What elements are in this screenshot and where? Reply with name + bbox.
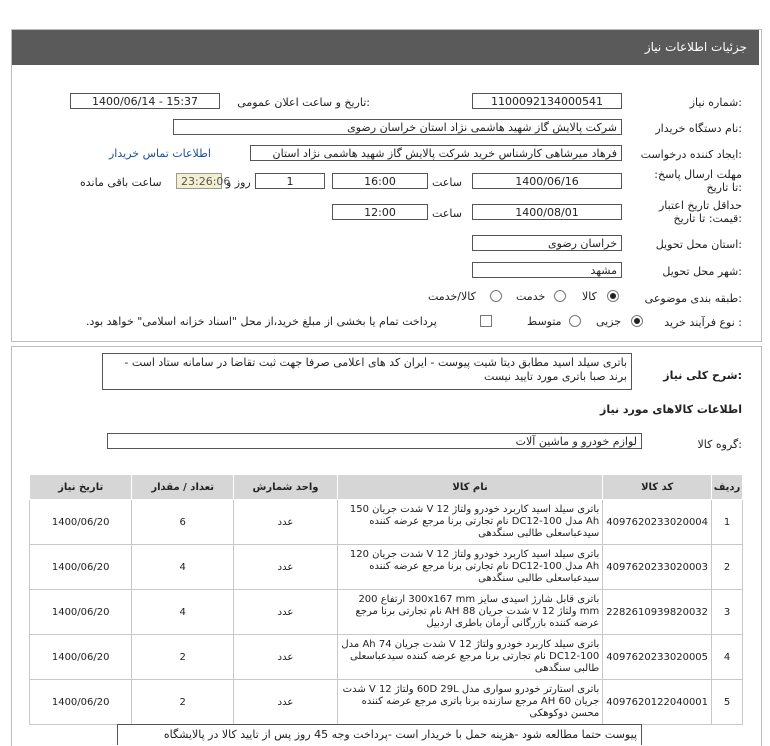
row-unit: عدد <box>234 635 338 680</box>
city-label: شهر محل تحویل: <box>662 265 742 278</box>
buyer-field: شرکت پالایش گاز شهید هاشمی نژاد استان خراسان رضوی <box>173 119 622 135</box>
table-row[interactable] <box>30 680 743 725</box>
remaining-time-field: 23:26:06 <box>176 173 222 189</box>
header-unit: واحد شمارش <box>234 475 338 500</box>
announce-date-label: تاریخ و ساعت اعلان عمومی: <box>237 96 370 109</box>
process-option-minor: جزیی <box>596 315 622 328</box>
category-option-goods-service: کالا/خدمت <box>428 290 476 303</box>
goods-info-title: اطلاعات کالاهای مورد نیاز <box>600 403 742 416</box>
reply-time-field: 16:00 <box>332 173 428 189</box>
header-code: کد کالا <box>603 475 712 500</box>
creator-label: ایجاد کننده درخواست: <box>640 148 742 161</box>
row-unit: عدد <box>234 500 338 545</box>
province-label: استان محل تحویل: <box>655 238 742 251</box>
row-index: 5 <box>712 680 743 725</box>
row-code: 4097620233020003 <box>603 545 712 590</box>
footer-note: پیوست حتما مطالعه شود -هزینه حمل با خریدار است -پرداخت وجه 45 روز پس از تایید کالا در پالایشگاه <box>117 724 642 745</box>
category-label: طبقه بندی موضوعی: <box>644 292 742 305</box>
row-name: باتری سیلد کاربرد خودرو ولتاژ 12 V شدت جریان 74 Ah مدل DC12-100 نام تجارتی برنا مرجع عرضه کننده سیدعباسعلی طالبی سنگدهی <box>337 635 602 680</box>
table-row[interactable] <box>30 590 743 635</box>
validity-time-field: 12:00 <box>332 204 428 220</box>
row-index: 1 <box>712 500 743 545</box>
header-index: ردیف <box>712 475 743 500</box>
treasury-checkbox[interactable] <box>480 315 492 327</box>
header-qty: تعداد / مقدار <box>132 475 234 500</box>
category-radio-goods-service[interactable] <box>490 290 502 302</box>
row-index: 4 <box>712 635 743 680</box>
need-number-field: 1100092134000541 <box>472 93 622 109</box>
goods-group-field: لوازم خودرو و ماشین آلات <box>107 433 642 449</box>
reply-deadline-label: مهلت ارسال پاسخ: تا تاریخ: <box>654 168 742 194</box>
row-qty: 2 <box>132 680 234 725</box>
validity-time-label: ساعت <box>432 207 462 220</box>
row-index: 3 <box>712 590 743 635</box>
reply-date-field: 1400/06/16 <box>472 173 622 189</box>
row-qty: 4 <box>132 545 234 590</box>
city-field: مشهد <box>472 262 622 278</box>
summary-label: شرح کلی نیاز: <box>663 369 742 382</box>
row-qty: 4 <box>132 590 234 635</box>
category-option-goods: کالا <box>582 290 597 303</box>
row-date: 1400/06/20 <box>30 590 132 635</box>
province-field: خراسان رضوی <box>472 235 622 251</box>
summary-text: باتری سیلد اسید مطابق دیتا شیت پیوست - ایران کد های اعلامی صرفا جهت ثبت تقاضا در سامانه ستاد است - برند صبا باتری مورد تایید نیست <box>102 353 632 390</box>
page-header <box>12 30 759 65</box>
row-qty: 2 <box>132 635 234 680</box>
creator-field: فرهاد میرشاهی کارشناس خرید شرکت پالایش گاز شهید هاشمی نژاد استان <box>250 145 622 161</box>
goods-group-label: گروه کالا: <box>697 438 742 451</box>
row-unit: عدد <box>234 680 338 725</box>
row-code: 4097620122040001 <box>603 680 712 725</box>
need-number-label: شماره نیاز: <box>689 96 742 109</box>
treasury-text: پرداخت تمام یا بخشی از مبلغ خرید،از محل "اسناد خزانه اسلامی" خواهد بود. <box>86 315 437 328</box>
days-remaining-field: 1 <box>255 173 325 189</box>
validity-label: حداقل تاریخ اعتبار قیمت: تا تاریخ: <box>658 199 742 225</box>
buyer-contact-link[interactable]: اطلاعات تماس خریدار <box>109 147 211 160</box>
row-index: 2 <box>712 545 743 590</box>
row-name: باتری سیلد اسید کاربرد خودرو ولتاژ 12 V شدت جریان 150 Ah مدل DC12-100 نام تجارتی برنا مرجع عرضه کننده سیدعباسعلی طالبی سنگدهی <box>337 500 602 545</box>
table-row[interactable] <box>30 545 743 590</box>
remaining-time-label: ساعت باقی مانده <box>80 176 162 189</box>
reply-time-label: ساعت <box>432 176 462 189</box>
row-unit: عدد <box>234 590 338 635</box>
row-code: 4097620233020005 <box>603 635 712 680</box>
process-option-medium: متوسط <box>527 315 562 328</box>
goods-table <box>29 474 743 725</box>
process-radio-medium[interactable] <box>569 315 581 327</box>
header-name: نام کالا <box>337 475 602 500</box>
process-radio-minor[interactable] <box>631 315 643 327</box>
table-header-row <box>30 475 743 500</box>
page-title: جزئیات اطلاعات نیاز <box>644 40 747 54</box>
category-radio-service[interactable] <box>554 290 566 302</box>
row-date: 1400/06/20 <box>30 500 132 545</box>
row-unit: عدد <box>234 545 338 590</box>
row-code: 4097620233020004 <box>603 500 712 545</box>
row-qty: 6 <box>132 500 234 545</box>
row-date: 1400/06/20 <box>30 545 132 590</box>
category-option-service: خدمت <box>516 290 546 303</box>
days-label: روز و <box>226 176 251 189</box>
row-name: باتری سیلد اسید کاربرد خودرو ولتاژ 12 V شدت جریان 120 Ah مدل DC12-100 نام تجارتی برنا مرجع عرضه کننده سیدعباسعلی طالبی سنگدهی <box>337 545 602 590</box>
process-label: نوع فرآیند خرید : <box>664 316 742 329</box>
row-code: 2282610939820032 <box>603 590 712 635</box>
row-name: باتری استارتر خودرو سواری مدل 60D 29L ولتاژ 12 V شدت جریان 60 AH مرجع سازنده برنا باتری مرجع عرضه کننده محسن دوکوهکی <box>337 680 602 725</box>
table-row[interactable] <box>30 500 743 545</box>
validity-date-field: 1400/08/01 <box>472 204 622 220</box>
table-row[interactable] <box>30 635 743 680</box>
buyer-label: نام دستگاه خریدار: <box>655 122 742 135</box>
row-name: باتری قابل شارژ اسیدی سایز 300x167 mm ارتفاع 200 mm ولتاژ 12 v شدت جریان 88 AH نام تجارتی برنا مرجع عرضه کننده بازرگانی آرمان باطری اردبیل <box>337 590 602 635</box>
header-date: تاریخ نیاز <box>30 475 132 500</box>
announce-date-field: 1400/06/14 - 15:37 <box>70 93 220 109</box>
row-date: 1400/06/20 <box>30 635 132 680</box>
category-radio-goods[interactable] <box>607 290 619 302</box>
row-date: 1400/06/20 <box>30 680 132 725</box>
